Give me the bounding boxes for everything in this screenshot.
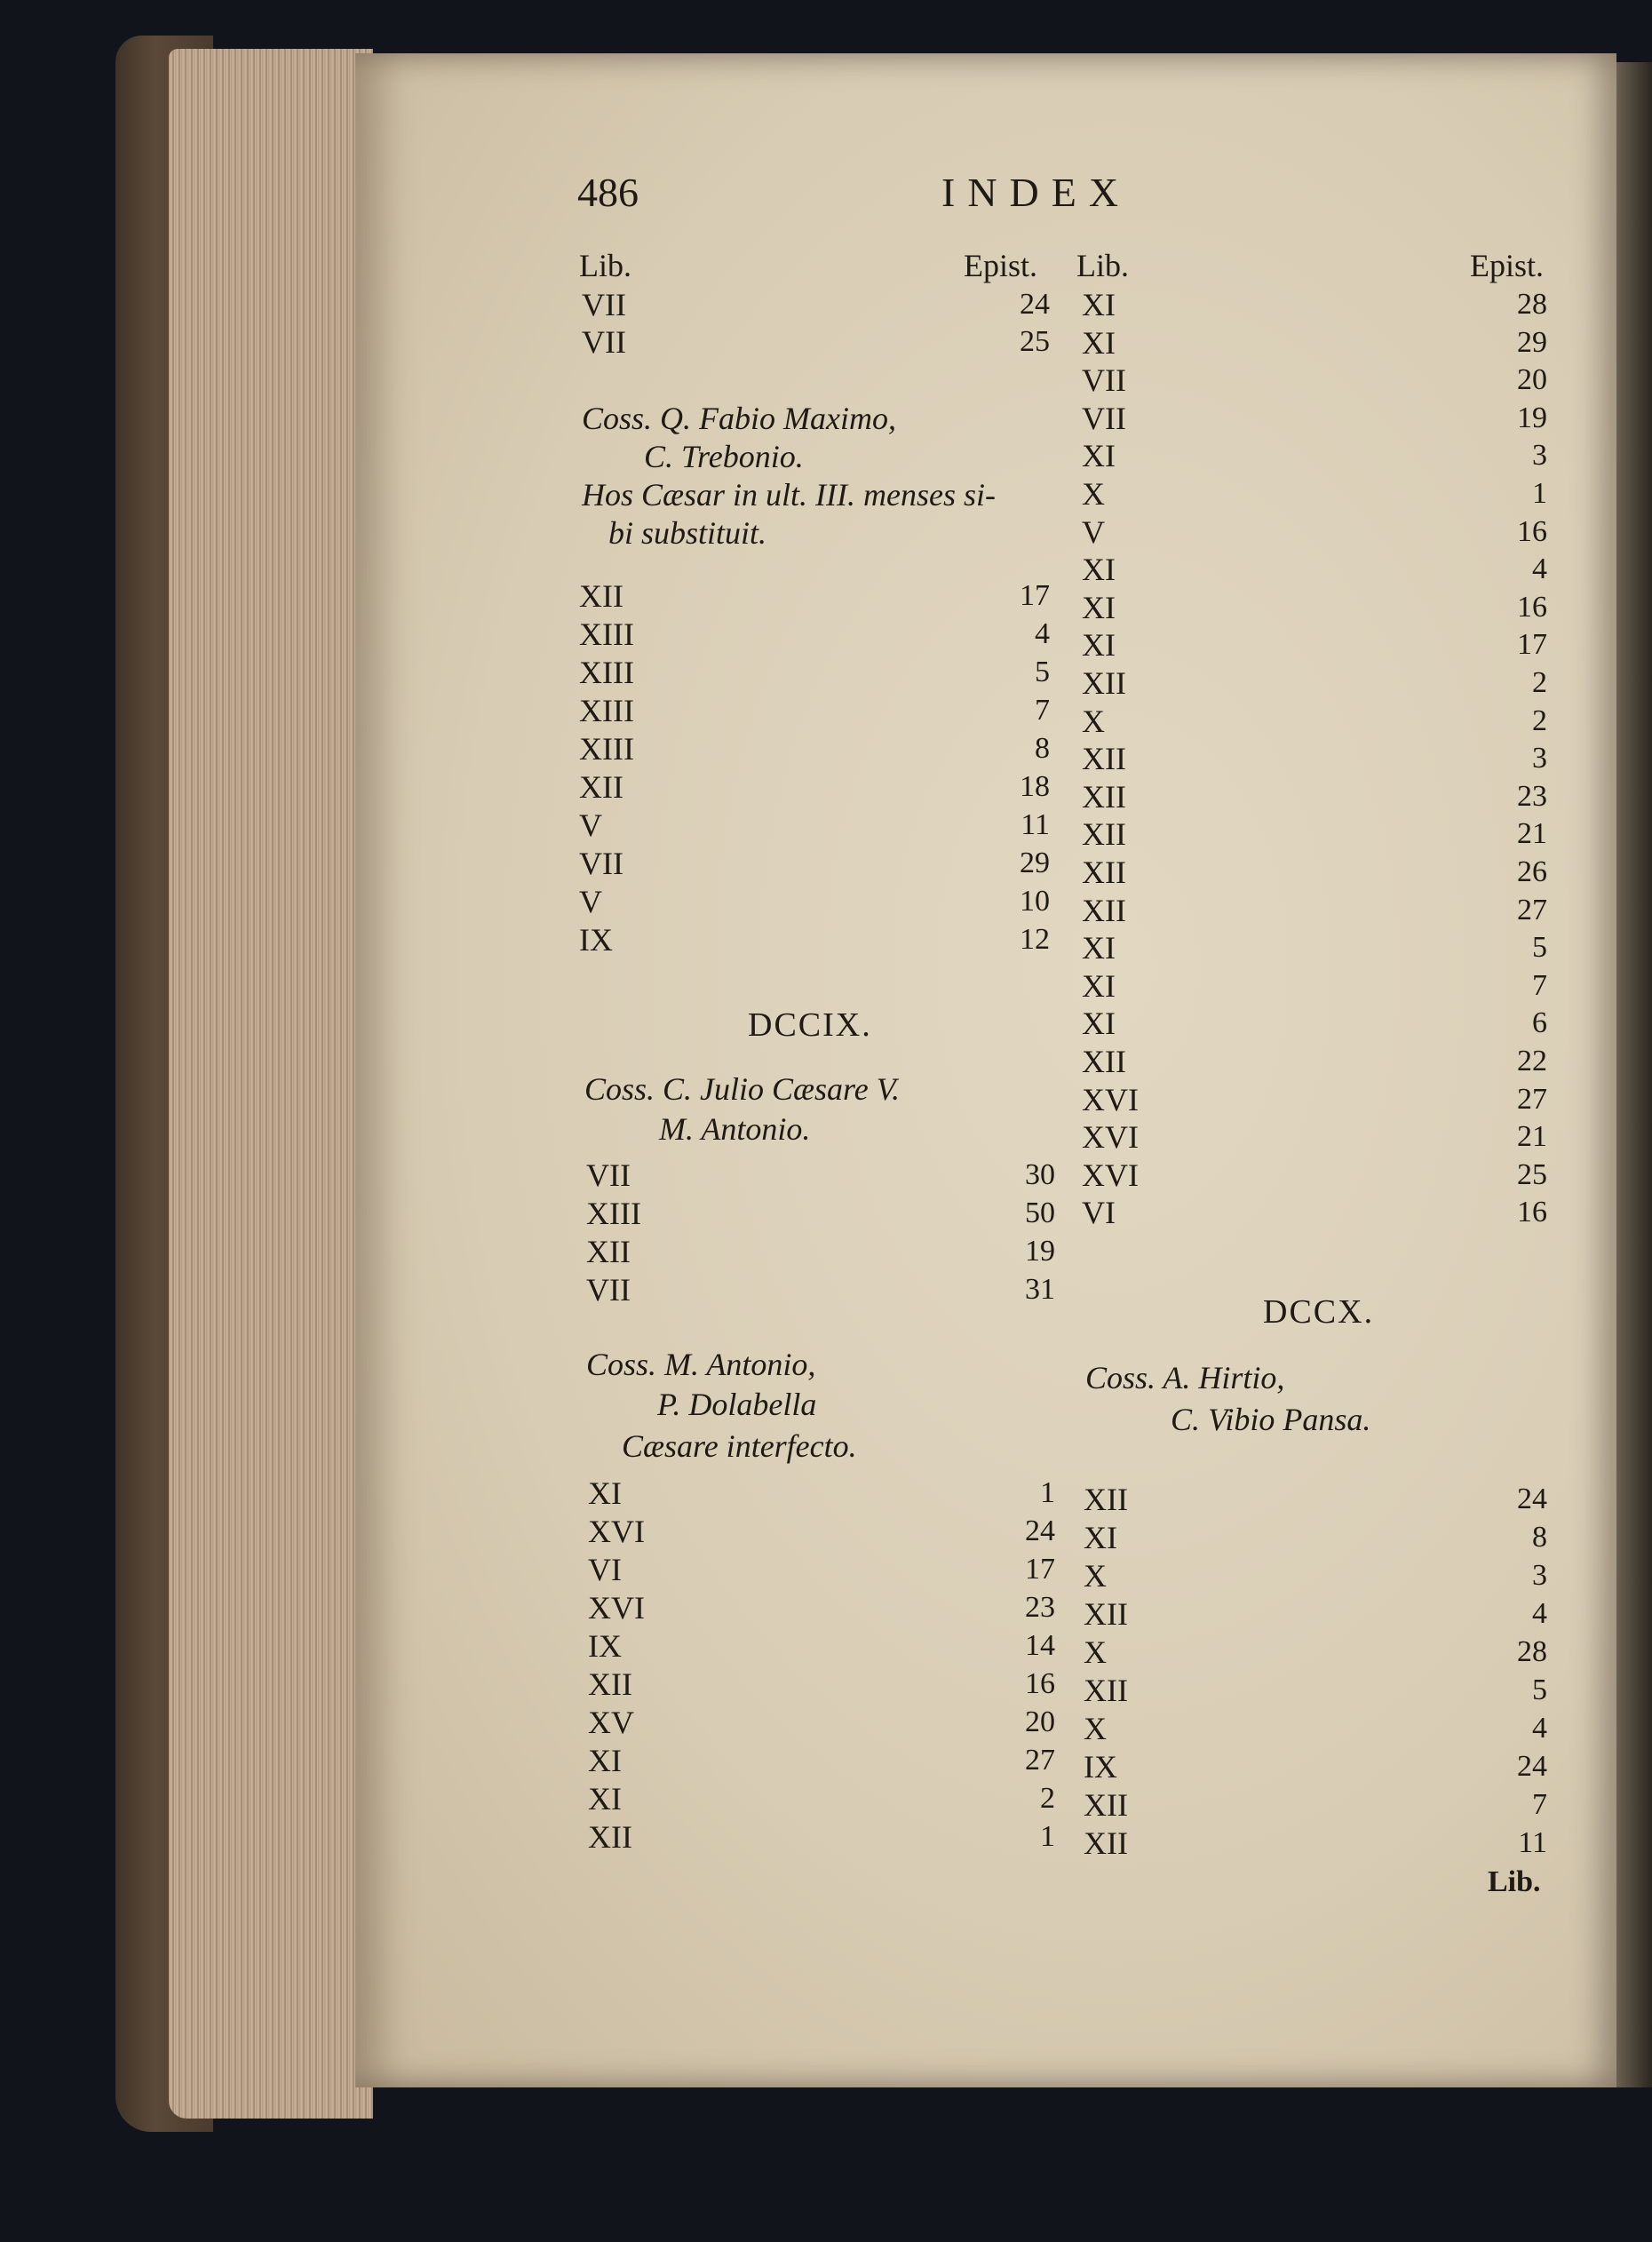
- left-header-epist: Epist.: [964, 248, 1038, 283]
- entry-epist: 4: [1532, 1597, 1547, 1630]
- entry-epist: 27: [1025, 1744, 1055, 1777]
- entry-epist: 14: [1025, 1629, 1055, 1662]
- entry-lib: IX: [1084, 1749, 1117, 1785]
- entry-lib: XI: [1082, 967, 1116, 1004]
- entry-epist: 28: [1517, 288, 1547, 321]
- entry-lib: VII: [586, 1157, 631, 1193]
- year-heading: DCCIX.: [748, 1006, 872, 1044]
- entry-epist: 4: [1532, 553, 1547, 586]
- entry-epist: 23: [1025, 1591, 1055, 1624]
- entry-epist: 12: [1020, 923, 1050, 956]
- right-header-epist: Epist.: [1470, 248, 1545, 283]
- entry-lib: X: [1084, 1634, 1107, 1670]
- year-heading: DCCX.: [1263, 1293, 1375, 1331]
- entry-lib: X: [1084, 1711, 1107, 1746]
- facing-page-edge: [1616, 62, 1652, 2087]
- page-heading: INDEX: [941, 170, 1132, 215]
- entry-epist: 24: [1517, 1750, 1547, 1783]
- entry-lib: XII: [586, 1234, 631, 1269]
- entry-epist: 11: [1021, 808, 1050, 841]
- coss-line: Coss. A. Hirtio,: [1085, 1360, 1285, 1395]
- entry-epist: 17: [1517, 628, 1547, 662]
- entry-epist: 26: [1517, 855, 1547, 888]
- entry-epist: 2: [1532, 666, 1547, 699]
- entry-epist: 2: [1040, 1782, 1055, 1815]
- entry-lib: XVI: [588, 1590, 645, 1626]
- entry-epist: 27: [1517, 893, 1547, 926]
- entry-epist: 24: [1020, 288, 1050, 321]
- coss-line: Coss. Q. Fabio Maximo,: [582, 401, 896, 436]
- entry-epist: 5: [1532, 931, 1547, 965]
- entry-epist: 1: [1040, 1820, 1055, 1853]
- entry-epist: 21: [1517, 1120, 1547, 1154]
- entry-epist: 20: [1025, 1705, 1055, 1738]
- entry-lib: XI: [588, 1743, 622, 1778]
- entry-epist: 30: [1025, 1158, 1055, 1191]
- catchword: Lib.: [1488, 1865, 1541, 1898]
- entry-lib: VI: [588, 1552, 622, 1587]
- entry-epist: 7: [1532, 1788, 1547, 1821]
- entry-lib: XI: [1082, 287, 1116, 322]
- entry-lib: XI: [1082, 552, 1116, 588]
- entry-epist: 16: [1517, 514, 1547, 548]
- entry-lib: V: [1082, 513, 1105, 550]
- entry-epist: 7: [1532, 968, 1547, 1002]
- coss-note: Hos Cæsar in ult. III. menses si-: [582, 477, 996, 513]
- entry-lib: XI: [1082, 589, 1116, 625]
- page-edges: [169, 49, 373, 2119]
- entry-lib: X: [1082, 703, 1105, 739]
- entry-lib: XII: [579, 769, 623, 805]
- coss-line: Coss. C. Julio Cæsare V.: [584, 1071, 901, 1107]
- entry-epist: 21: [1517, 817, 1547, 851]
- entry-lib: VII: [582, 287, 626, 322]
- entry-lib: XII: [1082, 741, 1126, 777]
- entry-lib: XII: [579, 578, 623, 614]
- coss-line: M. Antonio.: [659, 1111, 811, 1147]
- entry-lib: XII: [1084, 1787, 1128, 1823]
- coss-line: Cæsare interfecto.: [622, 1428, 857, 1464]
- entry-epist: 4: [1035, 617, 1050, 650]
- entry-epist: 3: [1532, 1559, 1547, 1592]
- entry-lib: VII: [582, 324, 626, 360]
- entry-lib: XI: [1082, 324, 1116, 361]
- entry-lib: XII: [1082, 1044, 1126, 1079]
- entry-lib: XI: [1082, 930, 1116, 966]
- entry-lib: XVI: [588, 1514, 645, 1549]
- entry-epist: 29: [1517, 325, 1547, 359]
- entry-epist: 5: [1532, 1674, 1547, 1706]
- coss-line: P. Dolabella: [657, 1387, 817, 1422]
- entry-epist: 20: [1517, 363, 1547, 397]
- entry-lib: XII: [588, 1819, 632, 1855]
- entry-epist: 29: [1020, 847, 1050, 879]
- entry-epist: 17: [1025, 1553, 1055, 1586]
- entry-epist: 2: [1532, 704, 1547, 737]
- entry-lib: VII: [1082, 400, 1126, 436]
- entry-epist: 19: [1025, 1235, 1055, 1268]
- entry-lib: XV: [588, 1705, 634, 1740]
- entry-epist: 28: [1517, 1635, 1547, 1668]
- entry-lib: XII: [1084, 1825, 1128, 1861]
- entry-epist: 6: [1532, 1006, 1547, 1040]
- entry-epist: 23: [1517, 779, 1547, 813]
- entry-lib: XI: [1084, 1520, 1117, 1555]
- entry-lib: VII: [586, 1272, 631, 1308]
- entry-epist: 16: [1517, 1196, 1547, 1229]
- entry-epist: 25: [1020, 325, 1050, 358]
- entry-epist: 11: [1518, 1826, 1547, 1859]
- entry-lib: XIII: [586, 1196, 641, 1231]
- entry-lib: XII: [1084, 1482, 1128, 1517]
- entry-lib: XI: [1082, 627, 1116, 664]
- entry-epist: 3: [1532, 439, 1547, 473]
- entry-epist: 24: [1025, 1515, 1055, 1547]
- entry-epist: 50: [1025, 1197, 1055, 1229]
- entry-lib: X: [1082, 476, 1105, 512]
- entry-lib: VII: [1082, 362, 1126, 399]
- page-number: 486: [577, 170, 639, 215]
- entry-lib: VII: [579, 846, 623, 881]
- entry-lib: XIII: [579, 655, 634, 690]
- entry-epist: 18: [1020, 770, 1050, 803]
- entry-epist: 25: [1517, 1157, 1547, 1191]
- entry-epist: 19: [1517, 401, 1547, 434]
- entry-epist: 16: [1025, 1667, 1055, 1700]
- coss-line: C. Vibio Pansa.: [1171, 1402, 1371, 1437]
- entry-epist: 24: [1517, 1483, 1547, 1515]
- entry-epist: 7: [1035, 694, 1050, 727]
- right-header-lib: Lib.: [1076, 248, 1129, 283]
- coss-line: C. Trebonio.: [644, 439, 804, 474]
- entry-lib: XVI: [1082, 1157, 1139, 1193]
- entry-lib: XII: [1084, 1673, 1128, 1708]
- entry-epist: 4: [1532, 1712, 1547, 1745]
- entry-lib: XII: [1082, 816, 1126, 853]
- entry-lib: XVI: [1082, 1081, 1139, 1117]
- entry-lib: XII: [1082, 855, 1126, 890]
- entry-lib: V: [579, 884, 602, 919]
- entry-lib: XII: [588, 1666, 632, 1702]
- entry-lib: XI: [1082, 1006, 1116, 1042]
- entry-epist: 1: [1532, 477, 1547, 510]
- entry-lib: XIII: [579, 731, 634, 767]
- entry-epist: 8: [1035, 732, 1050, 765]
- entry-lib: XI: [1082, 438, 1116, 474]
- entry-epist: 3: [1532, 742, 1547, 775]
- entry-lib: XII: [1084, 1596, 1128, 1632]
- entry-epist: 5: [1035, 656, 1050, 688]
- entry-lib: XVI: [1082, 1119, 1139, 1156]
- entry-lib: IX: [588, 1628, 622, 1664]
- entry-epist: 22: [1517, 1045, 1547, 1077]
- coss-line: Coss. M. Antonio,: [586, 1347, 816, 1382]
- entry-epist: 31: [1025, 1273, 1055, 1306]
- entry-epist: 1: [1040, 1476, 1055, 1509]
- entry-epist: 17: [1020, 579, 1050, 612]
- entry-lib: XII: [1082, 892, 1126, 928]
- entry-lib: VI: [1082, 1195, 1116, 1231]
- left-header-lib: Lib.: [579, 248, 631, 283]
- entry-epist: 10: [1020, 885, 1050, 918]
- entry-epist: 8: [1532, 1521, 1547, 1554]
- entry-lib: X: [1084, 1558, 1107, 1594]
- entry-epist: 27: [1517, 1082, 1547, 1116]
- entry-lib: XIII: [579, 616, 634, 652]
- entry-lib: XIII: [579, 693, 634, 728]
- coss-note: bi substituit.: [608, 515, 767, 551]
- entry-lib: XI: [588, 1781, 622, 1817]
- entry-lib: IX: [579, 922, 613, 958]
- entry-lib: XI: [588, 1475, 622, 1511]
- entry-epist: 16: [1517, 590, 1547, 624]
- entry-lib: XII: [1082, 778, 1126, 815]
- entry-lib: XII: [1082, 665, 1126, 701]
- entry-lib: V: [579, 807, 602, 843]
